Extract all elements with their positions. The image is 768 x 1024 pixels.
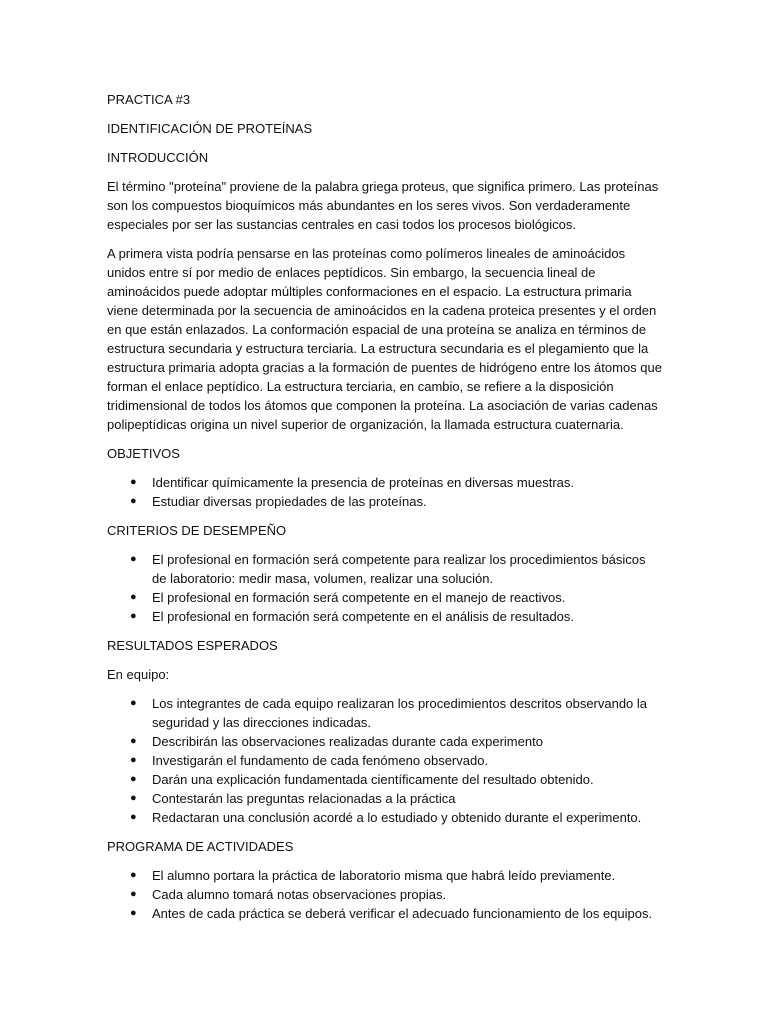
list-item <box>107 492 663 511</box>
criterios-heading: CRITERIOS DE DESEMPEÑO <box>107 523 287 538</box>
list-item-text: El profesional en formación será competente para realizar los procedimientos básicos de laboratorio: medir masa, volumen, realizar una solución. <box>152 552 646 586</box>
bullet-icon: ● <box>130 773 137 785</box>
list-item <box>107 751 663 770</box>
criterios-list <box>107 550 663 626</box>
list-item-text: Contestarán las preguntas relacionadas a la práctica <box>152 791 456 806</box>
programa-heading: PROGRAMA DE ACTIVIDADES <box>107 839 294 854</box>
intro-paragraph-2: A primera vista podría pensarse en las proteínas como polímeros lineales de aminoácidos unidos entre sí por medio de enlaces peptídicos. Sin embargo, la secuencia lineal de aminoácidos puede adoptar múltiples conformaciones en el espacio. La estructura primaria viene determinada por la secuencia de aminoácidos en la cadena proteica presentes y el orden en que están enlazados. La conformación espacial de una proteína se analiza en términos de estructura secundaria y estructura terciaria. La estructura secundaria es el plegamiento que la estructura primaria adopta gracias a la formación de puentes de hidrógeno entre los átomos que forman el enlace peptídico. La estructura terciaria, en cambio, se refiere a la disposición tridimensional de todos los átomos que componen la proteína. La asociación de varias cadenas polipeptídicas origina un nivel superior de organización, la llamada estructura cuaternaria. <box>107 246 662 432</box>
bullet-icon: ● <box>130 888 137 900</box>
bullet-icon: ● <box>130 553 137 565</box>
list-item <box>107 473 663 492</box>
bullet-icon: ● <box>130 907 137 919</box>
list-item-text: Darán una explicación fundamentada científicamente del resultado obtenido. <box>152 772 594 787</box>
resultados-list <box>107 694 663 827</box>
list-item <box>107 866 663 885</box>
list-item-text: El profesional en formación será competente en el manejo de reactivos. <box>152 590 566 605</box>
list-item <box>107 588 663 607</box>
list-item <box>107 808 663 827</box>
bullet-icon: ● <box>130 792 137 804</box>
resultados-heading: RESULTADOS ESPERADOS <box>107 638 278 653</box>
list-item <box>107 789 663 808</box>
list-item-text: Los integrantes de cada equipo realizaran los procedimientos descritos observando la seguridad y las direcciones indicadas. <box>152 696 648 730</box>
list-item <box>107 885 663 904</box>
practice-title: PRACTICA #3 <box>107 92 191 107</box>
list-item-text: Investigarán el fundamento de cada fenómeno observado. <box>152 753 489 768</box>
bullet-icon: ● <box>130 476 137 488</box>
list-item-text: Cada alumno tomará notas observaciones propias. <box>152 887 447 902</box>
bullet-icon: ● <box>130 591 137 603</box>
list-item-text: El alumno portara la práctica de laboratorio misma que habrá leído previamente. <box>152 868 616 883</box>
list-item-text: Antes de cada práctica se deberá verificar el adecuado funcionamiento de los equipos. <box>152 906 653 921</box>
list-item <box>107 607 663 626</box>
list-item-text: Describirán las observaciones realizadas durante cada experimento <box>152 734 543 749</box>
intro-heading: INTRODUCCIÓN <box>107 150 209 165</box>
list-item <box>107 770 663 789</box>
list-item <box>107 550 663 588</box>
list-item <box>107 904 663 923</box>
bullet-icon: ● <box>130 735 137 747</box>
document-body <box>107 90 663 933</box>
list-item <box>107 694 663 732</box>
list-item-text: Estudiar diversas propiedades de las proteínas. <box>152 494 427 509</box>
objetivos-list <box>107 473 663 511</box>
resultados-intro: En equipo: <box>107 667 170 682</box>
intro-paragraph-1: El término "proteína" proviene de la palabra griega proteus, que significa primero. Las proteínas son los compuestos bioquímicos más abundantes en los seres vivos. Son verdaderamente especiales por ser las sustancias centrales en casi todos los procesos biológicos. <box>107 179 659 232</box>
bullet-icon: ● <box>130 697 137 709</box>
objetivos-heading: OBJETIVOS <box>107 446 180 461</box>
list-item-text: Redactaran una conclusión acordé a lo estudiado y obtenido durante el experimento. <box>152 810 642 825</box>
bullet-icon: ● <box>130 869 137 881</box>
bullet-icon: ● <box>130 754 137 766</box>
bullet-icon: ● <box>130 610 137 622</box>
bullet-icon: ● <box>130 811 137 823</box>
bullet-icon: ● <box>130 495 137 507</box>
programa-list <box>107 866 663 923</box>
practice-subtitle: IDENTIFICACIÓN DE PROTEÍNAS <box>107 121 313 136</box>
list-item-text: Identificar químicamente la presencia de proteínas en diversas muestras. <box>152 475 574 490</box>
list-item-text: El profesional en formación será competente en el análisis de resultados. <box>152 609 575 624</box>
list-item <box>107 732 663 751</box>
